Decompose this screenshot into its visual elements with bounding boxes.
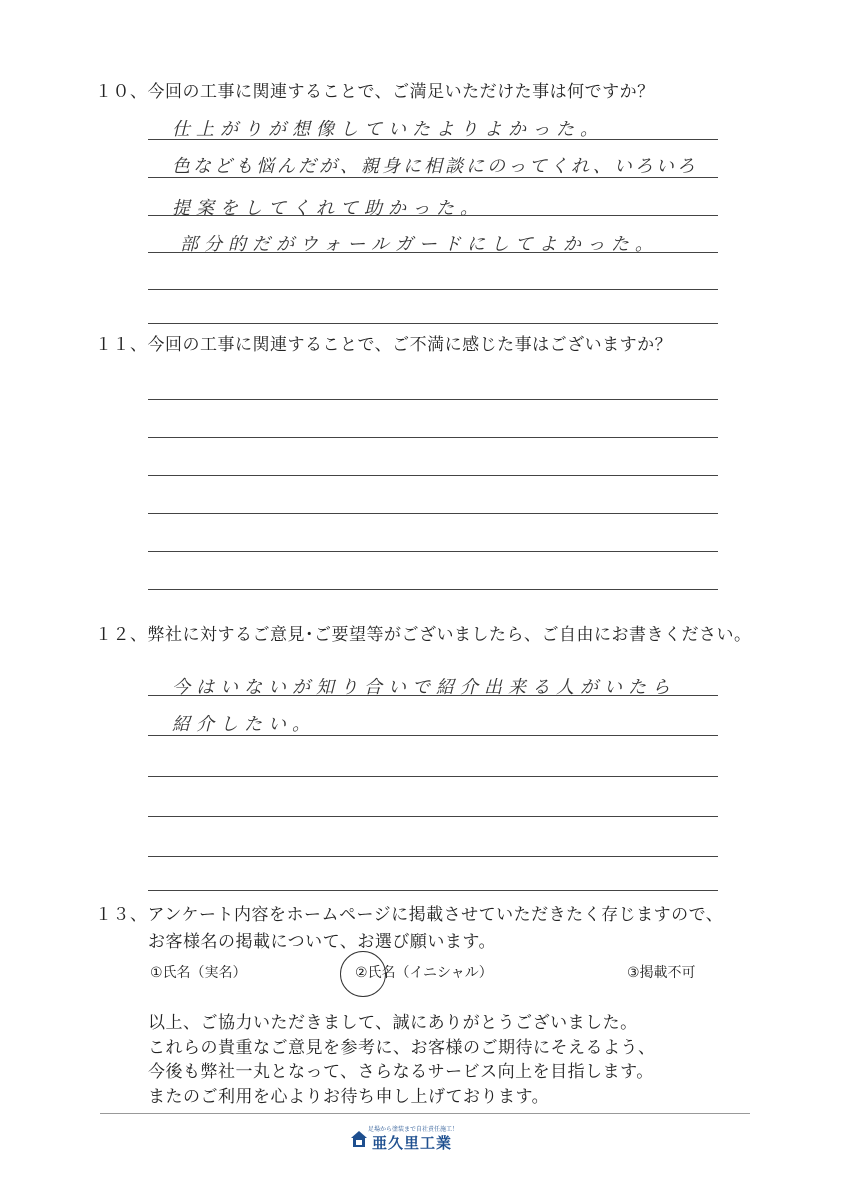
footer-divider [100, 1113, 750, 1114]
answer-12-line-1: 今はいないが知り合いで紹介出来る人がいたら [172, 677, 676, 698]
answer-line [148, 890, 718, 891]
answer-10-line-3: 提案をしてくれて助かった。 [172, 198, 484, 219]
logo-company-name: 亜久里工業 [372, 1134, 453, 1152]
answer-line [148, 252, 718, 253]
answer-line [148, 139, 718, 140]
closing-line-3: 今後も弊社一丸となって、さらなるサービス向上を目指します。 [148, 1062, 654, 1082]
answer-10-line-4: 部分的だがウォールガードにしてよかった。 [180, 234, 659, 255]
answer-12-line-2: 紹介したい。 [172, 714, 316, 735]
answer-10-line-1: 仕上がりが想像していたよりよかった。 [172, 119, 604, 140]
answer-line [148, 856, 718, 857]
house-icon [350, 1130, 368, 1148]
closing-line-1: 以上、ご協力いただきまして、誠にありがとうございました。 [148, 1013, 638, 1033]
answer-line [148, 215, 718, 216]
answer-line [148, 589, 718, 590]
answer-line [148, 177, 718, 178]
answer-line [148, 776, 718, 777]
answer-line [148, 437, 718, 438]
answer-line [148, 513, 718, 514]
option-real-name: ①氏名（実名） [150, 965, 247, 981]
answer-10-line-2: 色なども悩んだが、親身に相談にのってくれ、いろいろ [172, 156, 698, 177]
answer-line [148, 816, 718, 817]
question-13: １３、アンケート内容をホームページに掲載させていただきたく存じますので、 [95, 905, 724, 925]
closing-line-2: これらの貴重なご意見を参考に、お客様のご期待にそえるよう、 [148, 1038, 656, 1058]
answer-line [148, 735, 718, 736]
closing-line-4: またのご利用を心よりお待ち申し上げております。 [148, 1087, 550, 1107]
logo-tagline: 足場から塗装まで自社責任施工！ [368, 1126, 459, 1133]
option-initials: ②氏名（イニシャル） [355, 965, 493, 981]
company-logo [350, 1124, 500, 1152]
answer-line [148, 475, 718, 476]
option-no-publish: ③掲載不可 [627, 965, 696, 981]
question-10: １０、今回の工事に関連することで、ご満足いただけた事は何ですか？ [95, 82, 655, 102]
answer-line [148, 695, 718, 696]
answer-line [148, 551, 718, 552]
question-12: １２、弊社に対するご意見･ご要望等がございましたら、ご自由にお書きください。 [95, 625, 752, 645]
answer-line [148, 323, 718, 324]
answer-line [148, 289, 718, 290]
answer-line [148, 399, 718, 400]
question-11: １１、今回の工事に関連することで、ご不満に感じた事はございますか？ [95, 335, 673, 355]
question-13-line-2: お客様名の掲載について、お選び願います。 [148, 932, 496, 952]
